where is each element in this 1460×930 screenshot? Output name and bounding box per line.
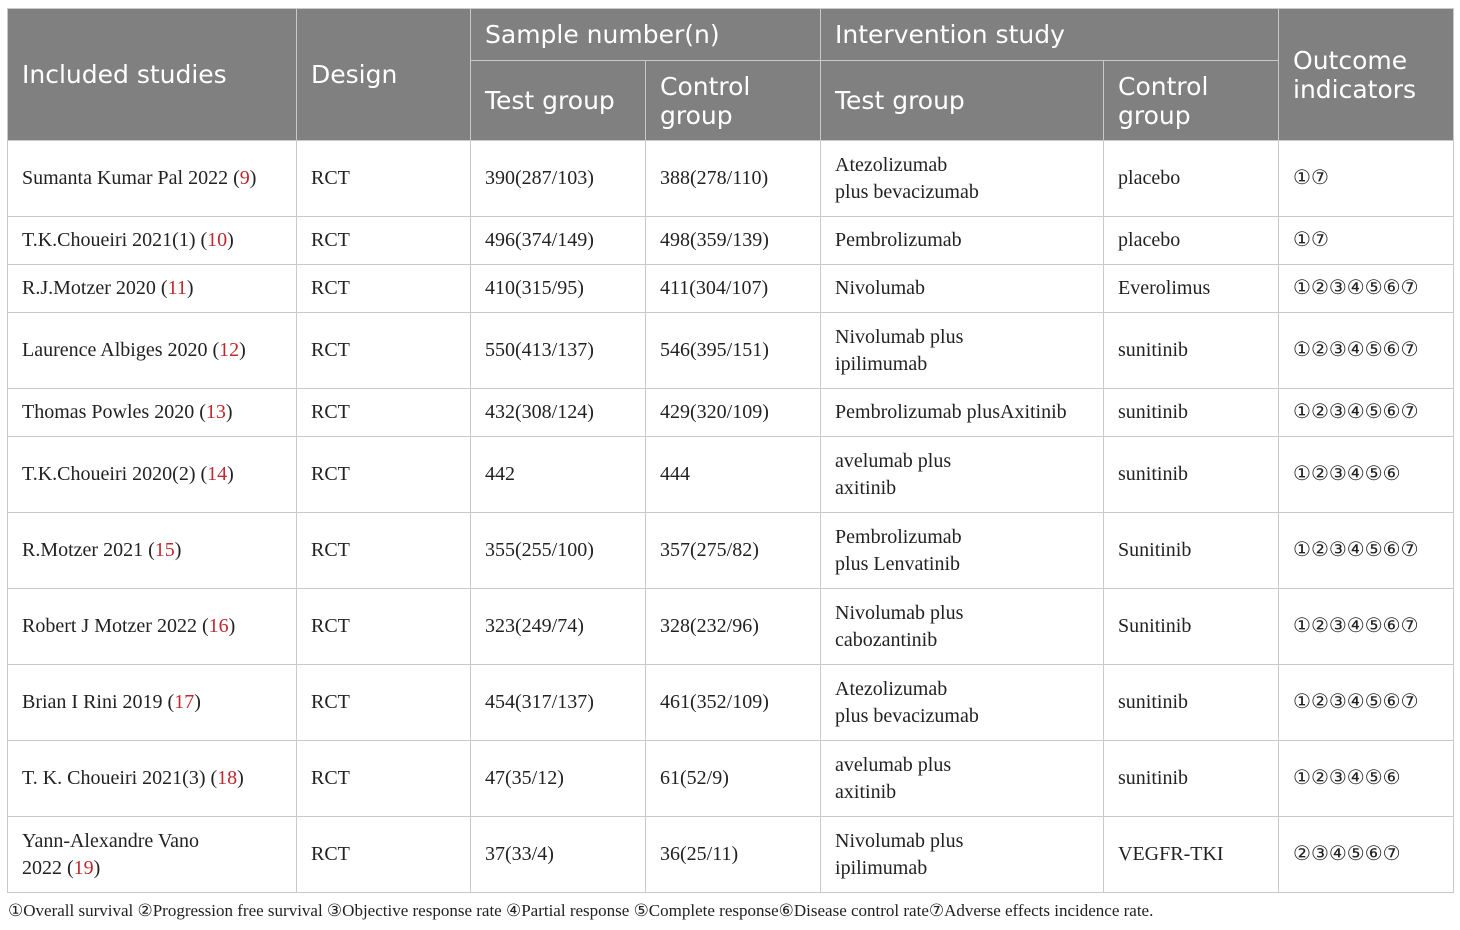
header-intervention-control-group: Control group (1104, 61, 1279, 141)
table-row (8, 817, 1454, 893)
study-name: Thomas Powles 2020 (22, 401, 195, 423)
table-row (8, 437, 1454, 513)
cell-outcome-indicators: ①②③④⑤⑥⑦ (1279, 665, 1454, 741)
cell-study: Brian I Rini 2019 (17) (8, 665, 297, 741)
cell-sample-test-group: 496(374/149) (471, 217, 646, 265)
cell-intervention-control-group: sunitinib (1104, 741, 1279, 817)
cell-design: RCT (297, 141, 471, 217)
table-row (8, 265, 1454, 313)
reference-link[interactable]: 13 (205, 401, 226, 423)
cell-intervention-test-group: avelumab plus axitinib (821, 741, 1104, 817)
reference-link[interactable]: 11 (167, 277, 187, 299)
cell-design: RCT (297, 741, 471, 817)
cell-study: R.Motzer 2021 (15) (8, 513, 297, 589)
cell-intervention-test-group: avelumab plus axitinib (821, 437, 1104, 513)
header-sample-control-group: Control group (646, 61, 821, 141)
cell-intervention-control-group: VEGFR-TKI (1104, 817, 1279, 893)
cell-design: RCT (297, 265, 471, 313)
reference-link[interactable]: 18 (217, 767, 238, 789)
table-row (8, 389, 1454, 437)
cell-intervention-test-group: Pembrolizumab plusAxitinib (821, 389, 1104, 437)
study-name: R.Motzer 2021 (22, 539, 144, 561)
cell-study: R.J.Motzer 2020 (11) (8, 265, 297, 313)
cell-intervention-test-group: Nivolumab (821, 265, 1104, 313)
header-intervention-test-group: Test group (821, 61, 1104, 141)
study-name: Laurence Albiges 2020 (22, 339, 208, 361)
header-outcome-indicators: Outcome indicators (1279, 9, 1454, 141)
cell-study: Yann-Alexandre Vano 2022 (19) (8, 817, 297, 893)
cell-outcome-indicators: ①②③④⑤⑥⑦ (1279, 313, 1454, 389)
cell-design: RCT (297, 217, 471, 265)
cell-intervention-control-group: sunitinib (1104, 313, 1279, 389)
study-name: Brian I Rini 2019 (22, 691, 163, 713)
study-name: R.J.Motzer 2020 (22, 277, 156, 299)
cell-sample-test-group: 47(35/12) (471, 741, 646, 817)
header-sample-number: Sample number(n) (471, 9, 821, 61)
table-row (8, 217, 1454, 265)
cell-sample-control-group: 411(304/107) (646, 265, 821, 313)
cell-intervention-control-group: Everolimus (1104, 265, 1279, 313)
cell-sample-control-group: 388(278/110) (646, 141, 821, 217)
cell-sample-control-group: 461(352/109) (646, 665, 821, 741)
cell-intervention-control-group: Sunitinib (1104, 513, 1279, 589)
cell-outcome-indicators: ①⑦ (1279, 141, 1454, 217)
cell-intervention-test-group: Atezolizumab plus bevacizumab (821, 141, 1104, 217)
table-row (8, 513, 1454, 589)
included-studies-table (7, 8, 1454, 893)
cell-intervention-test-group: Nivolumab plus ipilimumab (821, 313, 1104, 389)
table-row (8, 741, 1454, 817)
cell-intervention-test-group: Pembrolizumab plus Lenvatinib (821, 513, 1104, 589)
table-row (8, 313, 1454, 389)
table-row (8, 665, 1454, 741)
cell-outcome-indicators: ①②③④⑤⑥⑦ (1279, 589, 1454, 665)
header-included-studies: Included studies (8, 9, 297, 141)
cell-sample-control-group: 357(275/82) (646, 513, 821, 589)
cell-study: Robert J Motzer 2022 (16) (8, 589, 297, 665)
cell-study: T. K. Choueiri 2021(3) (18) (8, 741, 297, 817)
cell-sample-control-group: 61(52/9) (646, 741, 821, 817)
study-name: Yann-Alexandre Vano 2022 (22, 829, 200, 879)
cell-study: Sumanta Kumar Pal 2022 (9) (8, 141, 297, 217)
cell-intervention-control-group: sunitinib (1104, 389, 1279, 437)
cell-sample-test-group: 410(315/95) (471, 265, 646, 313)
cell-sample-control-group: 328(232/96) (646, 589, 821, 665)
cell-intervention-test-group: Atezolizumab plus bevacizumab (821, 665, 1104, 741)
cell-sample-control-group: 444 (646, 437, 821, 513)
cell-study: T.K.Choueiri 2021(1) (10) (8, 217, 297, 265)
cell-outcome-indicators: ①⑦ (1279, 217, 1454, 265)
cell-outcome-indicators: ①②③④⑤⑥ (1279, 741, 1454, 817)
table-body (8, 141, 1454, 893)
study-name: T. K. Choueiri 2021(3) (22, 767, 206, 789)
cell-sample-test-group: 454(317/137) (471, 665, 646, 741)
header-intervention-study: Intervention study (821, 9, 1279, 61)
cell-design: RCT (297, 665, 471, 741)
cell-outcome-indicators: ①②③④⑤⑥⑦ (1279, 389, 1454, 437)
cell-sample-control-group: 36(25/11) (646, 817, 821, 893)
cell-sample-control-group: 546(395/151) (646, 313, 821, 389)
study-name: T.K.Choueiri 2020(2) (22, 463, 196, 485)
cell-sample-test-group: 550(413/137) (471, 313, 646, 389)
table-row (8, 141, 1454, 217)
table-header (8, 9, 1454, 141)
study-name: Sumanta Kumar Pal 2022 (22, 167, 229, 189)
table-row (8, 589, 1454, 665)
reference-link[interactable]: 19 (73, 856, 94, 879)
cell-sample-test-group: 37(33/4) (471, 817, 646, 893)
cell-intervention-control-group: sunitinib (1104, 437, 1279, 513)
cell-design: RCT (297, 817, 471, 893)
cell-intervention-test-group: Nivolumab plus cabozantinib (821, 589, 1104, 665)
cell-intervention-control-group: Sunitinib (1104, 589, 1279, 665)
cell-sample-test-group: 432(308/124) (471, 389, 646, 437)
cell-intervention-control-group: placebo (1104, 217, 1279, 265)
cell-study: Thomas Powles 2020 (13) (8, 389, 297, 437)
cell-sample-test-group: 355(255/100) (471, 513, 646, 589)
cell-outcome-indicators: ①②③④⑤⑥⑦ (1279, 513, 1454, 589)
cell-outcome-indicators: ①②③④⑤⑥ (1279, 437, 1454, 513)
cell-outcome-indicators: ②③④⑤⑥⑦ (1279, 817, 1454, 893)
cell-design: RCT (297, 389, 471, 437)
cell-design: RCT (297, 589, 471, 665)
cell-design: RCT (297, 313, 471, 389)
reference-link[interactable]: 16 (208, 615, 229, 637)
reference-link[interactable]: 17 (174, 691, 195, 713)
reference-link[interactable]: 9 (239, 167, 250, 189)
cell-outcome-indicators: ①②③④⑤⑥⑦ (1279, 265, 1454, 313)
reference-link[interactable]: 14 (207, 463, 228, 485)
cell-sample-test-group: 442 (471, 437, 646, 513)
study-name: Robert J Motzer 2022 (22, 615, 197, 637)
reference-link[interactable]: 10 (207, 229, 228, 251)
cell-design: RCT (297, 513, 471, 589)
cell-study: Laurence Albiges 2020 (12) (8, 313, 297, 389)
cell-design: RCT (297, 437, 471, 513)
footnote: ①Overall survival ②Progression free survival ③Objective response rate ④Partial response ⑤Complete response⑥Disease control rate⑦Adverse effects incidence rate. (8, 901, 1154, 920)
header-sample-test-group: Test group (471, 61, 646, 141)
cell-sample-test-group: 323(249/74) (471, 589, 646, 665)
cell-sample-control-group: 429(320/109) (646, 389, 821, 437)
study-name: T.K.Choueiri 2021(1) (22, 229, 196, 251)
cell-sample-test-group: 390(287/103) (471, 141, 646, 217)
reference-link[interactable]: 12 (219, 339, 240, 361)
cell-intervention-test-group: Pembrolizumab (821, 217, 1104, 265)
cell-intervention-test-group: Nivolumab plus ipilimumab (821, 817, 1104, 893)
cell-study: T.K.Choueiri 2020(2) (14) (8, 437, 297, 513)
reference-link[interactable]: 15 (154, 539, 175, 561)
header-design: Design (297, 9, 471, 141)
cell-sample-control-group: 498(359/139) (646, 217, 821, 265)
cell-intervention-control-group: placebo (1104, 141, 1279, 217)
cell-intervention-control-group: sunitinib (1104, 665, 1279, 741)
